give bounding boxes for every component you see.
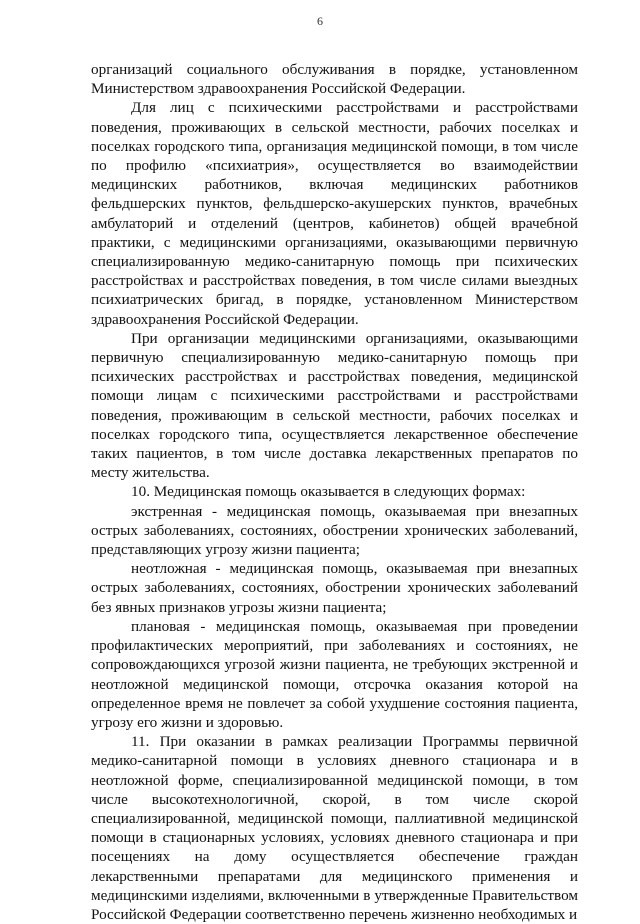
page-number: 6 [317, 14, 323, 28]
paragraph: неотложная - медицинская помощь, оказываемая при внезапных острых заболеваниях, состояниях, обострении хронических заболеваний без явных признаков угрозы жизни пациента; [91, 560, 578, 616]
paragraph: плановая - медицинская помощь, оказываемая при проведении профилактических мероприятий, при заболеваниях и состояниях, не сопровождающихся угрозой жизни пациента, не требующих экстренной и неотложной медицинской помощи, отсрочка оказания которой на определенное время не повлечет за собой ухудшение состояния пациента, угрозу его жизни и здоровью. [91, 617, 578, 731]
paragraph: 11. При оказании в рамках реализации Программы первичной медико-санитарной помощи в условиях дневного стационара и в неотложной форме, специализированной медицинской помощи, в том числе высокотехнологичной, скорой, в том числе скорой специализированной, медицинской помощи, паллиативной медицинской помощи в стационарных условиях, условиях дневного стационара и при посещениях на дому осуществляется обеспечение граждан лекарственными препаратами для медицинского применения и медицинскими изделиями, включенными в утвержденные Правительством Российской Федерации соответственно перечень жизненно необходимых и [91, 733, 578, 923]
paragraph: Для лиц с психическими расстройствами и расстройствами поведения, проживающих в сельской местности, рабочих поселках и поселках городского типа, организация медицинской помощи, в том числе по профилю «психиатрия», осуществляется во взаимодействии медицинских работников, включая медицинских работников фельдшерских пунктов, фельдшерско-акушерских пунктов, врачебных амбулаторий и отделений (центров, кабинетов) общей врачебной практики, с медицинскими организациями, оказывающими первичную специализированную медико-санитарную помощь при психических расстройствах и расстройствах поведения, в том числе силами выездных психиатрических бригад, в порядке, установленном Министерством здравоохранения Российской Федерации. [91, 99, 578, 328]
section-heading-10: 10. Медицинская помощь оказывается в следующих формах: [131, 483, 526, 501]
paragraph: При организации медицинскими организациями, оказывающими первичную специализированную медико-санитарную помощь при психических расстройствах и расстройствах поведения, медицинской помощи лицам с психическими расстройствами и расстройствами поведения, проживающим в сельской местности, рабочих поселках и поселках городского типа, осуществляется лекарственное обеспечение таких пациентов, в том числе доставка лекарственных препаратов по месту жительства. [91, 329, 578, 482]
paragraph: экстренная - медицинская помощь, оказываемая при внезапных острых заболеваниях, состояниях, обострении хронических заболеваний, представляющих угрозу жизни пациента; [91, 502, 578, 559]
body-text [91, 60, 578, 924]
paragraph: организаций социального обслуживания в порядке, установленном Министерством здравоохранения Российской Федерации. [91, 61, 578, 98]
